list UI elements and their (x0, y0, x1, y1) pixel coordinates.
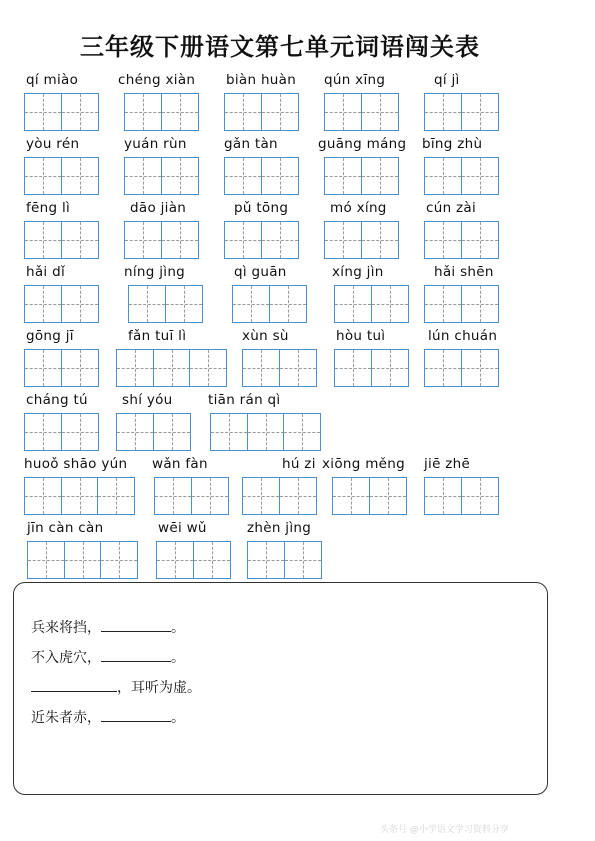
proverb-text: 。 (171, 650, 185, 666)
writing-cell[interactable] (369, 477, 407, 515)
tianzige-grid (424, 285, 497, 323)
tianzige-grid (334, 349, 407, 387)
pinyin-label: hǎi shēn (434, 264, 494, 280)
proverb-box (13, 582, 548, 795)
tianzige-grid (156, 541, 229, 579)
tianzige-grid (210, 413, 320, 451)
vocab-row (0, 520, 595, 584)
vocab-row (0, 456, 595, 520)
pinyin-label: guāng máng (318, 136, 407, 152)
writing-cell[interactable] (116, 413, 154, 451)
writing-cell[interactable] (461, 477, 499, 515)
writing-cell[interactable] (371, 285, 409, 323)
pinyin-label: huoǒ shāo yún (24, 456, 128, 472)
pinyin-label: pǔ tōng (234, 200, 289, 216)
tianzige-grid (128, 285, 201, 323)
pinyin-label: yuán rùn (124, 136, 187, 152)
proverb-line (31, 617, 185, 637)
writing-cell[interactable] (24, 93, 62, 131)
writing-cell[interactable] (242, 477, 280, 515)
tianzige-grid (224, 221, 297, 259)
tianzige-grid (424, 221, 497, 259)
fill-blank[interactable] (101, 707, 171, 722)
writing-cell[interactable] (261, 157, 299, 195)
pinyin-label: bīng zhù (422, 136, 483, 152)
writing-cell[interactable] (224, 93, 262, 131)
tianzige-grid (232, 285, 305, 323)
writing-cell[interactable] (224, 221, 262, 259)
tianzige-grid (332, 477, 405, 515)
writing-cell[interactable] (61, 349, 99, 387)
writing-cell[interactable] (279, 477, 317, 515)
proverb-text: ，耳听为虚。 (117, 680, 201, 696)
writing-cell[interactable] (361, 157, 399, 195)
writing-cell[interactable] (193, 541, 231, 579)
proverb-text: 。 (171, 710, 185, 726)
writing-cell[interactable] (461, 157, 499, 195)
writing-cell[interactable] (424, 285, 462, 323)
writing-cell[interactable] (224, 157, 262, 195)
tianzige-grid (224, 93, 297, 131)
pinyin-label: jiē zhē (424, 456, 471, 472)
tianzige-grid (24, 221, 97, 259)
vocab-row (0, 200, 595, 264)
writing-cell[interactable] (371, 349, 409, 387)
writing-cell[interactable] (247, 541, 285, 579)
pinyin-label: gōng jī (26, 328, 74, 344)
tianzige-grid (324, 157, 397, 195)
writing-cell[interactable] (24, 477, 62, 515)
tianzige-grid (124, 157, 197, 195)
writing-cell[interactable] (461, 285, 499, 323)
writing-cell[interactable] (24, 221, 62, 259)
vocab-row (0, 328, 595, 392)
writing-cell[interactable] (424, 93, 462, 131)
fill-blank[interactable] (101, 617, 171, 632)
tianzige-grid (224, 157, 297, 195)
pinyin-label: dāo jiàn (130, 200, 187, 216)
writing-cell[interactable] (153, 349, 191, 387)
writing-cell[interactable] (261, 221, 299, 259)
writing-cell[interactable] (461, 93, 499, 131)
writing-cell[interactable] (210, 413, 248, 451)
writing-cell[interactable] (124, 221, 162, 259)
writing-cell[interactable] (161, 93, 199, 131)
pinyin-label: xiōng měng (322, 456, 405, 472)
writing-cell[interactable] (156, 541, 194, 579)
tianzige-grid (424, 93, 497, 131)
pinyin-label: fēng lì (26, 200, 71, 216)
tianzige-grid (247, 541, 320, 579)
pinyin-label: xùn sù (242, 328, 289, 344)
pinyin-label: cún zài (426, 200, 477, 216)
writing-cell[interactable] (232, 285, 270, 323)
writing-cell[interactable] (324, 157, 362, 195)
pinyin-label: hǎi dǐ (26, 264, 65, 280)
writing-cell[interactable] (61, 157, 99, 195)
pinyin-label: chéng xiàn (118, 72, 196, 88)
pinyin-label: mó xíng (330, 200, 387, 216)
tianzige-grid (24, 477, 134, 515)
tianzige-grid (24, 413, 97, 451)
proverb-text: 。 (171, 620, 185, 636)
writing-cell[interactable] (24, 349, 62, 387)
pinyin-label: fǎn tuī lì (128, 328, 187, 344)
proverb-line (31, 707, 185, 727)
pinyin-label: hú zi (282, 456, 316, 472)
tianzige-grid (424, 349, 497, 387)
pinyin-label: qì guān (234, 264, 287, 280)
writing-cell[interactable] (161, 221, 199, 259)
writing-cell[interactable] (361, 221, 399, 259)
proverb-text: 兵来将挡， (31, 620, 101, 636)
tianzige-grid (24, 349, 97, 387)
pinyin-label: zhèn jìng (247, 520, 312, 536)
pinyin-label: yòu rén (26, 136, 80, 152)
page-title: 三年级下册语文第七单元词语闯关表 (80, 32, 480, 61)
writing-cell[interactable] (61, 413, 99, 451)
writing-cell[interactable] (100, 541, 138, 579)
writing-cell[interactable] (124, 157, 162, 195)
pinyin-label: wēi wǔ (158, 520, 207, 536)
writing-cell[interactable] (361, 93, 399, 131)
writing-cell[interactable] (247, 413, 285, 451)
writing-cell[interactable] (24, 413, 62, 451)
writing-cell[interactable] (283, 413, 321, 451)
tianzige-grid (324, 221, 397, 259)
writing-cell[interactable] (324, 93, 362, 131)
pinyin-label: qí miào (26, 72, 79, 88)
writing-cell[interactable] (424, 221, 462, 259)
vocab-row (0, 392, 595, 456)
pinyin-label: gǎn tàn (224, 136, 278, 152)
writing-cell[interactable] (97, 477, 135, 515)
tianzige-grid (24, 93, 97, 131)
tianzige-grid (24, 157, 97, 195)
writing-cell[interactable] (261, 93, 299, 131)
writing-cell[interactable] (124, 93, 162, 131)
writing-cell[interactable] (191, 477, 229, 515)
pinyin-label: qún xīng (324, 72, 386, 88)
tianzige-grid (124, 221, 197, 259)
writing-cell[interactable] (332, 477, 370, 515)
writing-cell[interactable] (61, 477, 99, 515)
writing-cell[interactable] (24, 157, 62, 195)
writing-cell[interactable] (61, 221, 99, 259)
tianzige-grid (24, 285, 97, 323)
vocab-row (0, 72, 595, 136)
vocab-row (0, 136, 595, 200)
proverb-line (31, 677, 201, 697)
writing-cell[interactable] (424, 349, 462, 387)
writing-cell[interactable] (153, 413, 191, 451)
writing-cell[interactable] (269, 285, 307, 323)
fill-blank[interactable] (101, 647, 171, 662)
writing-cell[interactable] (154, 477, 192, 515)
writing-cell[interactable] (61, 285, 99, 323)
writing-cell[interactable] (424, 477, 462, 515)
tianzige-grid (154, 477, 227, 515)
vocab-row (0, 264, 595, 328)
pinyin-label: qí jì (434, 72, 460, 88)
proverb-line (31, 647, 185, 667)
pinyin-label: wǎn fàn (152, 456, 208, 472)
writing-cell[interactable] (334, 349, 372, 387)
pinyin-label: shí yóu (122, 392, 173, 408)
tianzige-grid (334, 285, 407, 323)
pinyin-label: tiān rán qì (208, 392, 281, 408)
pinyin-label: biàn huàn (226, 72, 297, 88)
tianzige-grid (116, 413, 189, 451)
writing-cell[interactable] (27, 541, 65, 579)
proverb-text: 近朱者赤， (31, 710, 101, 726)
watermark: 头条号 @小学语文学习资料分享 (380, 825, 509, 835)
pinyin-label: níng jìng (124, 264, 186, 280)
tianzige-grid (324, 93, 397, 131)
writing-cell[interactable] (64, 541, 102, 579)
pinyin-label: cháng tú (26, 392, 88, 408)
tianzige-grid (124, 93, 197, 131)
proverb-text: 不入虎穴， (31, 650, 101, 666)
writing-cell[interactable] (461, 221, 499, 259)
writing-cell[interactable] (161, 157, 199, 195)
pinyin-label: xíng jìn (332, 264, 384, 280)
writing-cell[interactable] (128, 285, 166, 323)
fill-blank[interactable] (31, 677, 117, 692)
writing-cell[interactable] (24, 285, 62, 323)
writing-cell[interactable] (61, 93, 99, 131)
writing-cell[interactable] (165, 285, 203, 323)
pinyin-label: lún chuán (428, 328, 498, 344)
writing-cell[interactable] (461, 349, 499, 387)
writing-cell[interactable] (334, 285, 372, 323)
tianzige-grid (116, 349, 226, 387)
pinyin-label: jīn càn càn (27, 520, 104, 536)
writing-cell[interactable] (242, 349, 280, 387)
writing-cell[interactable] (279, 349, 317, 387)
pinyin-label: hòu tuì (336, 328, 386, 344)
tianzige-grid (27, 541, 137, 579)
writing-cell[interactable] (189, 349, 227, 387)
writing-cell[interactable] (324, 221, 362, 259)
tianzige-grid (242, 349, 315, 387)
tianzige-grid (424, 157, 497, 195)
writing-cell[interactable] (424, 157, 462, 195)
writing-cell[interactable] (116, 349, 154, 387)
writing-cell[interactable] (284, 541, 322, 579)
tianzige-grid (424, 477, 497, 515)
tianzige-grid (242, 477, 315, 515)
